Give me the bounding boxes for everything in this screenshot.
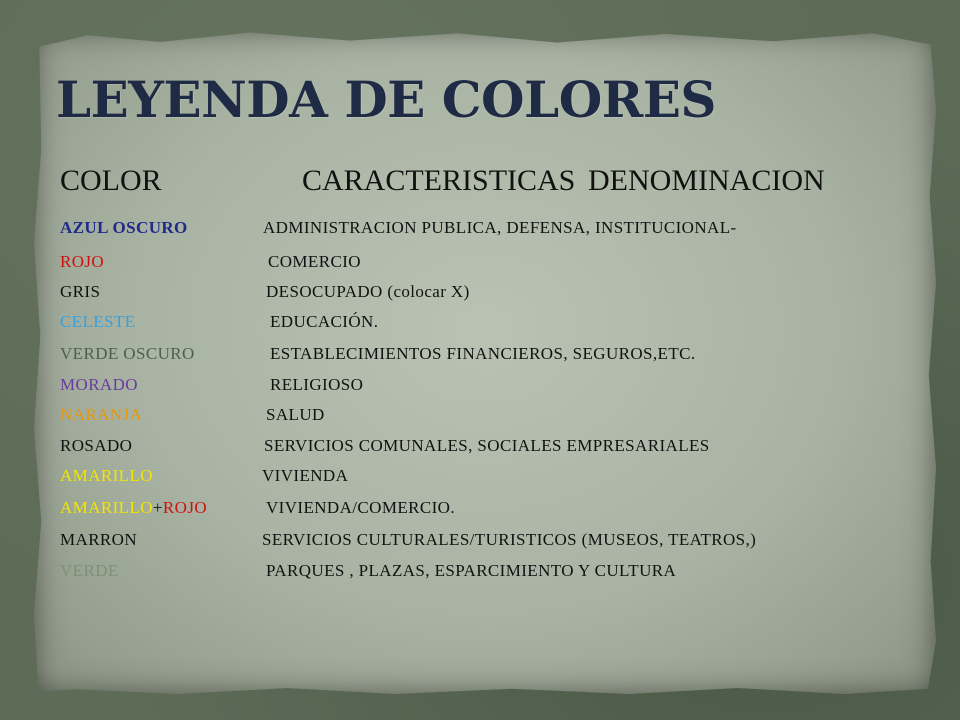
legend-color-name: ROSADO [60, 436, 133, 455]
header-denominacion: DENOMINACION [588, 164, 825, 197]
legend-color-name: MARRON [60, 530, 138, 549]
legend-color-name: AMARILLO [60, 466, 153, 485]
legend-color-name: ROJO [60, 252, 105, 271]
legend-color-name: VERDE [60, 561, 119, 580]
legend-denomination: VIVIENDA [262, 466, 349, 485]
legend-color-name: VERDE OSCURO [60, 344, 195, 363]
legend-color-name: CELESTE [60, 312, 136, 331]
legend-color-part: AMARILLO [60, 498, 153, 517]
legend-color-name: GRIS [60, 282, 101, 301]
legend-denomination: RELIGIOSO [270, 375, 364, 394]
legend-color-part: + [152, 498, 163, 517]
page-title: LEYENDA DE COLORES [56, 70, 717, 129]
legend-denomination: DESOCUPADO (colocar X) [266, 282, 470, 301]
legend-color-name-combined [60, 498, 207, 518]
legend-color-part: ROJO [162, 498, 208, 517]
legend-color-name: NARANJA [60, 405, 143, 424]
legend-color-name: MORADO [60, 375, 138, 394]
legend-denomination: ESTABLECIMIENTOS FINANCIEROS, SEGUROS,ETC. [270, 344, 696, 363]
legend-denomination: PARQUES , PLAZAS, ESPARCIMIENTO Y CULTURA [266, 561, 677, 580]
legend-denomination: SERVICIOS CULTURALES/TURISTICOS (MUSEOS, TEATROS,) [262, 530, 757, 549]
legend-denomination: SERVICIOS COMUNALES, SOCIALES EMPRESARIALES [264, 436, 710, 455]
legend-denomination: EDUCACIÓN. [270, 312, 379, 331]
legend-denomination: VIVIENDA/COMERCIO. [266, 498, 455, 517]
legend-color-name: AZUL OSCURO [60, 218, 188, 237]
legend-denomination: SALUD [266, 405, 325, 424]
legend-denomination: ADMINISTRACION PUBLICA, DEFENSA, INSTITUCIONAL- [263, 218, 737, 237]
header-caracteristicas: CARACTERISTICAS [302, 164, 576, 197]
legend-denomination: COMERCIO [268, 252, 361, 271]
header-color: COLOR [60, 164, 162, 197]
